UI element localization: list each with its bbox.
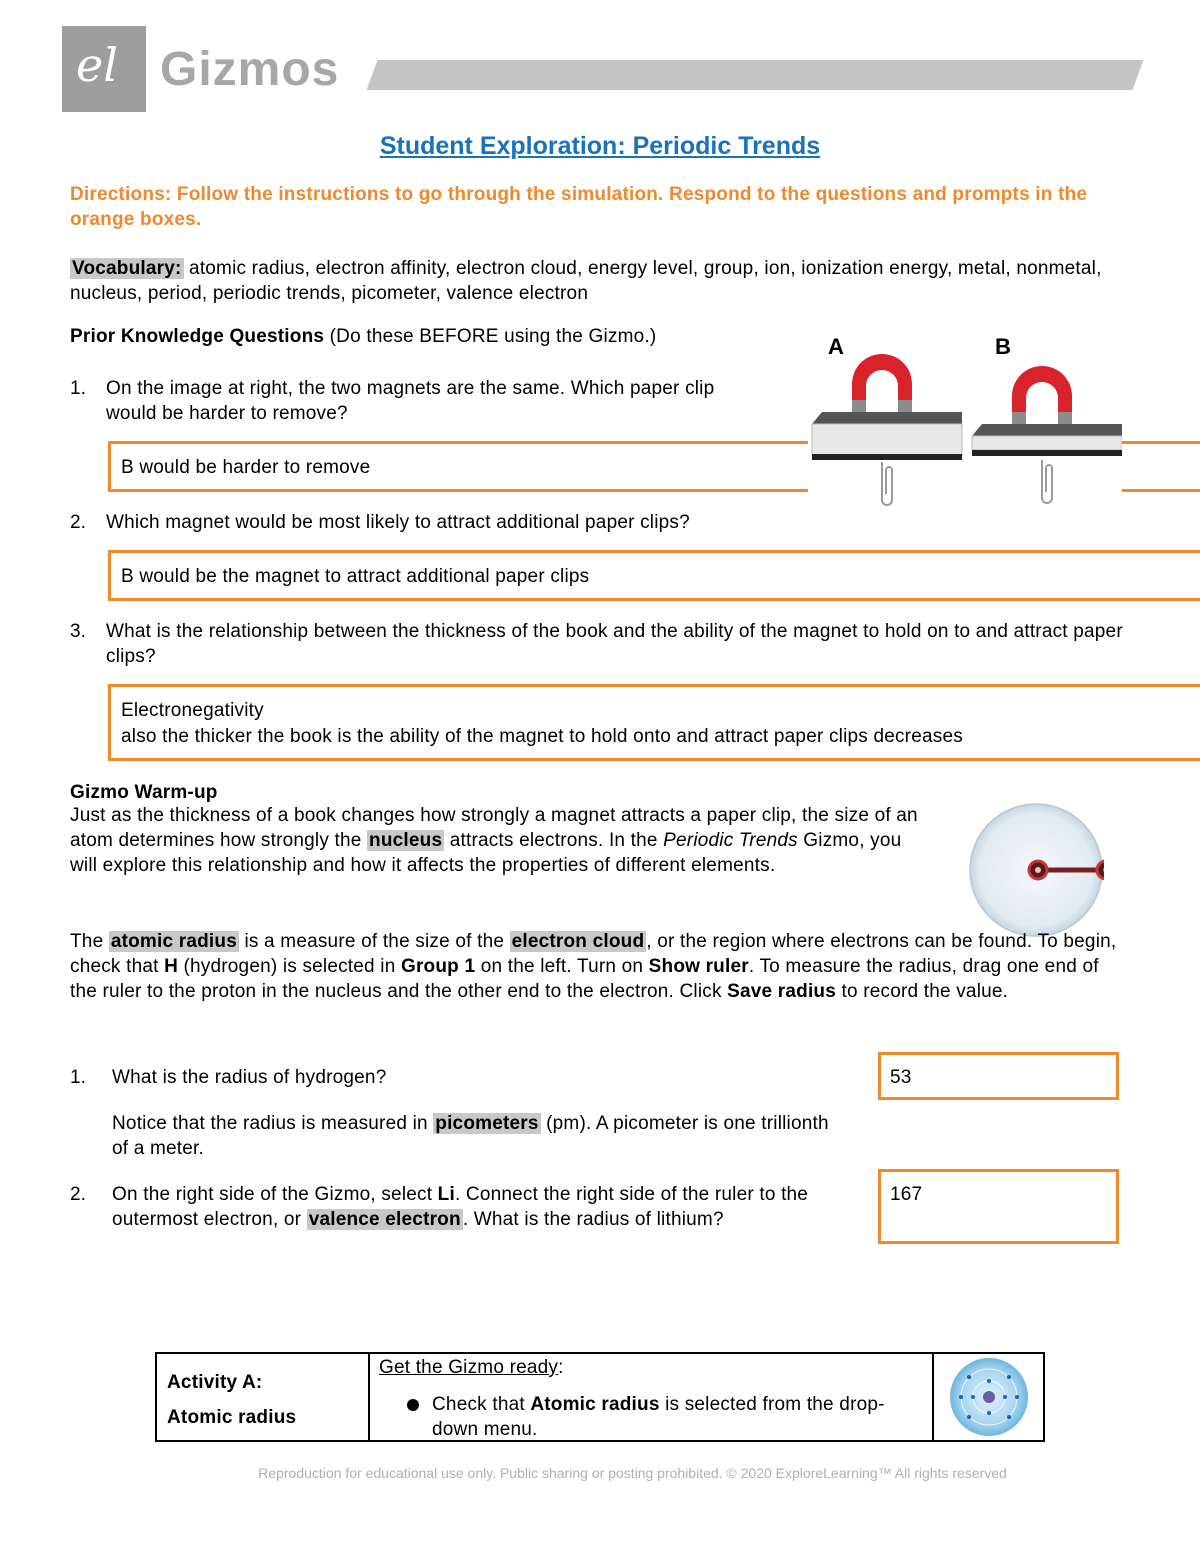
term-nucleus: nucleus (369, 830, 443, 851)
element-h: H (164, 956, 179, 977)
q2-text-b: . Connect the right side of the ruler to the outermost electron, or (112, 1184, 809, 1230)
vocabulary-text: atomic radius, electron affinity, electron cloud, energy level, group, ion, ionization energy, metal, nonmetal, nucleus, period, periodic trends, picometer, valence electron (70, 258, 1102, 304)
warmup-q2-number: 2. (70, 1184, 86, 1205)
element-li: Li (437, 1184, 455, 1205)
activity-table (155, 1352, 1045, 1442)
term-picometers: picometers (435, 1113, 539, 1134)
prior-q3-answer-line1: Electronegativity (121, 700, 264, 721)
show-ruler-term: Show ruler (648, 956, 749, 977)
warmup-p2-text-d: (hydrogen) is selected in (178, 956, 401, 977)
term-valence-electron: valence electron (308, 1209, 461, 1230)
warmup-paragraph-1 (70, 803, 920, 878)
warmup-q1-answer: 53 (890, 1067, 912, 1088)
prior-q1-answer: B would be harder to remove (121, 457, 371, 478)
vocabulary (70, 256, 1130, 306)
prior-heading (70, 324, 770, 349)
warmup-p2-text-e: on the left. Turn on (475, 956, 649, 977)
bullet-icon (407, 1399, 419, 1411)
magnet-label-b: B (995, 334, 1011, 359)
group-1: Group 1 (400, 956, 476, 977)
warmup-q2-answer-box[interactable] (878, 1169, 1119, 1244)
prior-q2-answer-box[interactable] (108, 550, 1200, 601)
directions: Directions: Follow the instructions to go through the simulation. Respond to the questions and prompts in the orange boxes. (70, 184, 1088, 230)
warmup-paragraph-2 (70, 929, 1130, 1004)
warmup-p2-text-f: . To measure the radius, drag one end of the ruler to the proton in the nucleus and the other end to the electron. Click (70, 956, 1099, 1002)
electron-icon (1097, 861, 1104, 879)
vocabulary-label: Vocabulary: (72, 258, 182, 279)
activity-ready (379, 1355, 564, 1380)
term-atomic-radius: atomic radius (110, 931, 237, 952)
note-text-b: (pm). A picometer is one trillionth of a meter. (112, 1113, 829, 1159)
activity-label-cell (157, 1354, 370, 1440)
prior-q1-number: 1. (70, 378, 86, 399)
save-radius-term: Save radius (727, 981, 836, 1002)
prior-q2-text: Which magnet would be most likely to attract additional paper clips? (106, 512, 690, 533)
nucleus-thumb-icon (983, 1391, 995, 1403)
page-title: Student Exploration: Periodic Trends (379, 132, 821, 160)
activity-label-line1: Activity A: (167, 1372, 263, 1393)
activity-instructions-cell (370, 1354, 934, 1440)
prior-q2-answer: B would be the magnet to attract additional paper clips (121, 566, 590, 587)
warmup-heading: Gizmo Warm-up (70, 782, 218, 803)
activity-ready-colon: : (558, 1357, 564, 1378)
logo-mark: el (76, 38, 118, 92)
activity-label-line2: Atomic radius (167, 1407, 297, 1428)
warmup-p1-text-b: attracts electrons. In the (444, 830, 664, 851)
header-bar (367, 60, 1144, 90)
atom-ruler-illustration (968, 802, 1104, 938)
warmup-p2-text-b: is a measure of the size of the (238, 931, 510, 952)
bullet-text-b: is selected from the drop-down menu. (432, 1394, 885, 1440)
warmup-p1-text-c: Gizmo, you will explore this relationship and how it affects the properties of different elements. (70, 830, 902, 876)
magnet-label-a: A (828, 334, 844, 359)
activity-bullet (432, 1392, 912, 1442)
prior-q3-answer-box[interactable] (108, 684, 1200, 761)
magnet-illustration (808, 326, 1122, 510)
gizmos-logo-badge (62, 26, 146, 112)
warmup-q2-answer: 167 (890, 1184, 923, 1205)
q2-text-a: On the right side of the Gizmo, select (112, 1184, 438, 1205)
prior-heading-title: Prior Knowledge Questions (70, 326, 325, 347)
bullet-text-a: Check that (432, 1394, 531, 1415)
picometer-note (112, 1111, 832, 1161)
warmup-p2-text-g: to record the value. (836, 981, 1009, 1002)
prior-heading-note: (Do these BEFORE using the Gizmo.) (329, 326, 657, 347)
prior-q3-text: What is the relationship between the thickness of the book and the ability of the magnet to hold on to and attract paper clips? (106, 621, 1123, 667)
note-text-a: Notice that the radius is measured in (112, 1113, 434, 1134)
prior-q3-answer-line2: also the thicker the book is the ability of the magnet to hold onto and attract paper clips decreases (121, 726, 963, 747)
gizmo-name: Periodic Trends (663, 830, 798, 851)
warmup-q1-number: 1. (70, 1067, 86, 1088)
warmup-p2-text-c: , or the region where electrons can be found. To begin, check that (70, 931, 1117, 977)
warmup-q1-text: What is the radius of hydrogen? (112, 1067, 387, 1088)
prior-q2-number: 2. (70, 512, 86, 533)
term-electron-cloud: electron cloud (511, 931, 645, 952)
warmup-q1-answer-box[interactable] (878, 1052, 1119, 1100)
brand-name: Gizmos (160, 43, 340, 96)
warmup-p1-text-a: Just as the thickness of a book changes how strongly a magnet attracts a paper clip, the size of an atom determines how strongly the (70, 805, 918, 851)
footer-copyright: Reproduction for educational use only. Public sharing or posting prohibited. © 2020 ExploreLearning™ All rights reserved (258, 1465, 1007, 1481)
activity-ready-text: Get the Gizmo ready (379, 1357, 559, 1378)
atom-orbit-thumbnail (947, 1357, 1031, 1437)
warmup-p2-text-a: The (70, 931, 109, 952)
prior-q3-number: 3. (70, 621, 86, 642)
q2-text-c: . What is the radius of lithium? (462, 1209, 724, 1230)
warmup-q2-text (112, 1182, 862, 1232)
bullet-bold: Atomic radius (530, 1394, 660, 1415)
prior-q1-text: On the image at right, the two magnets are the same. Which paper clip would be harder to remove? (106, 378, 715, 424)
